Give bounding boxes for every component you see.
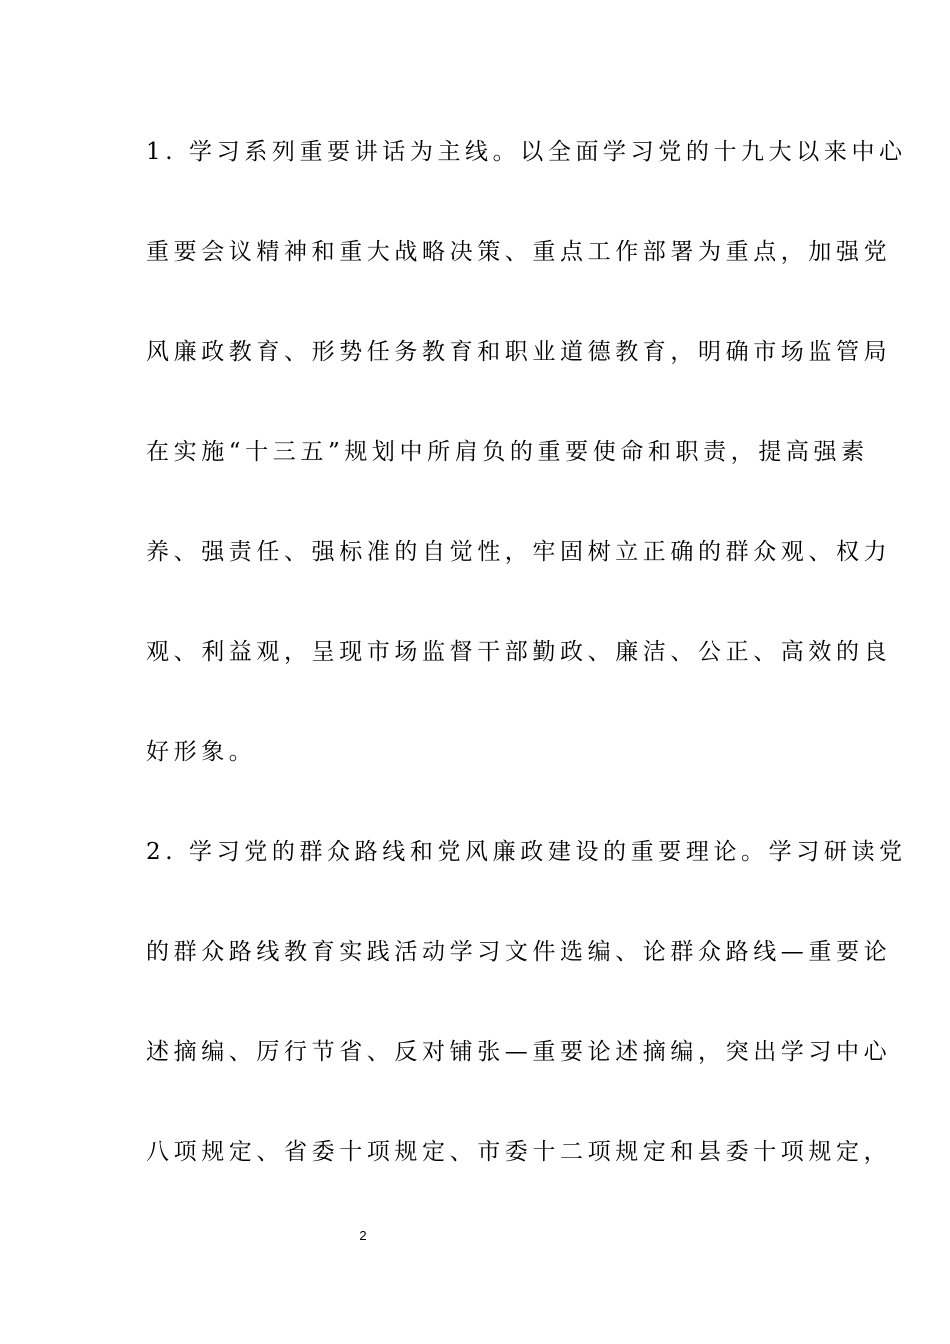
- text-line: 风廉政教育、形势任务教育和职业道德教育，明确市场监管局: [146, 339, 892, 365]
- page-number: 2: [359, 1228, 367, 1243]
- text-line: 述摘编、厉行节省、反对铺张—重要论述摘编，突出学习中心: [146, 1039, 892, 1065]
- text-line: 八项规定、省委十项规定、市委十二项规定和县委十项规定，: [146, 1139, 892, 1165]
- text-line: 好形象。: [146, 739, 257, 765]
- text-line: 重要会议精神和重大战略决策、重点工作部署为重点，加强党: [146, 239, 892, 265]
- text-line: 在实施“十三五”规划中所肩负的重要使命和职责，提高强素: [146, 439, 869, 465]
- text-line: 的群众路线教育实践活动学习文件选编、论群众路线—重要论: [146, 939, 892, 965]
- text-line: 1. 学习系列重要讲话为主线。以全面学习党的十九大以来中心: [146, 139, 907, 165]
- text-line: 养、强责任、强标准的自觉性，牢固树立正确的群众观、权力: [146, 539, 892, 565]
- text-line: 观、利益观，呈现市场监督干部勤政、廉洁、公正、高效的良: [146, 639, 892, 665]
- text-line: 2. 学习党的群众路线和党风廉政建设的重要理论。学习研读党: [146, 839, 907, 865]
